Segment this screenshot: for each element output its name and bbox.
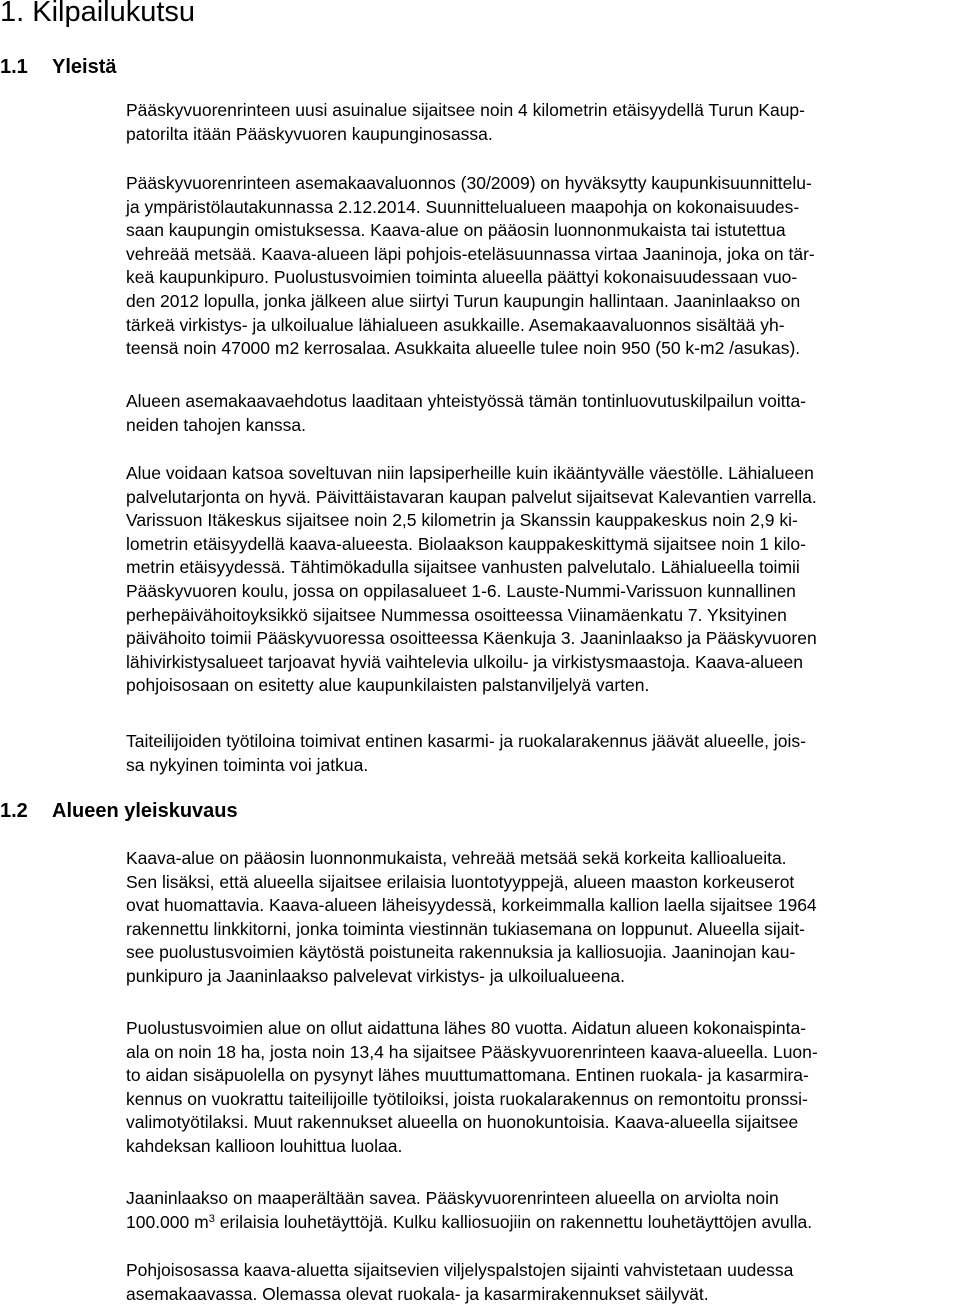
text-fragment: 100.000 m <box>126 1211 209 1232</box>
text-line: Puolustusvoimien alue on ollut aidattuna lähes 80 vuotta. Aidatun alueen kokonaispinta- <box>126 1018 807 1038</box>
section-heading-1-1 <box>0 55 116 79</box>
text-line: asemakaavassa. Olemassa olevat ruokala- ja kasarmirakennukset säilyvät. <box>126 1283 709 1304</box>
text-line: valimotyötilaksi. Muut rakennukset alueella on huonokuntoisia. Kaava-alueella sijaitsee <box>126 1112 799 1133</box>
paragraph-location <box>126 99 805 146</box>
text-line: Pääskyvuorenrinteen uusi asuinalue sijaitsee noin 4 kilometrin etäisyydellä Turun Kaup- <box>126 100 805 120</box>
text-line: kennus on vuokrattu taiteilijoille työtiloiksi, joista ruokalarakennus on remontoitu pronssi- <box>126 1088 808 1109</box>
paragraph-allotments <box>126 1259 793 1306</box>
text-fragment: erilaisia louhetäyttöjä. Kulku kalliosuojiin on rakennettu louhetäyttöjen avulla. <box>214 1211 813 1232</box>
section-title: Alueen yleiskuvaus <box>52 800 238 822</box>
text-line: patorilta itään Pääskyvuoren kaupunginosassa. <box>126 123 493 144</box>
text-line: päivähoito toimii Pääskyvuoressa osoitteessa Käenkuja 3. Jaaninlaakso ja Pääskyvuoren <box>126 628 817 649</box>
section-number: 1.2 <box>0 800 28 822</box>
text-line: lometrin etäisyydellä kaava-alueesta. Biolaakson kauppakeskittymä sijaitsee noin 1 kilo- <box>126 533 806 554</box>
text-line: den 2012 lopulla, jonka jälkeen alue siirtyi Turun kaupungin hallintaan. Jaaninlaakso on <box>126 290 801 311</box>
paragraph-services <box>126 462 817 698</box>
text-line: sa nykyinen toiminta voi jatkua. <box>126 754 369 775</box>
paragraph-defence-area <box>126 1017 818 1159</box>
text-line: rakennettu linkkitorni, jonka toiminta viestinnän tukiasemana on loppunut. Alueella sijait- <box>126 918 806 939</box>
text-line: Pääskyvuorenrinteen asemakaavaluonnos (30/2009) on hyväksytty kaupunkisuunnittelu- <box>126 173 812 193</box>
text-line: Alueen asemakaavaehdotus laaditaan yhteistyössä tämän tontinluovutuskilpailun voitta- <box>126 391 807 411</box>
text-line: ala on noin 18 ha, josta noin 13,4 ha sijaitsee Pääskyvuorenrinteen kaava-alueella. Luon- <box>126 1041 818 1062</box>
text-line: ja ympäristölautakunnassa 2.12.2014. Suunnittelualueen maapohja on kokonaisuudes- <box>126 196 800 217</box>
text-line: Kaava-alue on pääosin luonnonmukaista, vehreää metsää sekä korkeita kallioalueita. <box>126 848 787 868</box>
text-line: to aidan sisäpuolella on pysynyt lähes muuttumattomana. Entinen ruokala- ja kasarmira- <box>126 1065 809 1086</box>
paragraph-soil <box>126 1187 812 1234</box>
text-line: metrin etäisyydessä. Tähtimökadulla sijaitsee vanhusten palvelutalo. Lähialueella toimii <box>126 557 800 578</box>
text-line: Pohjoisosassa kaava-aluetta sijaitsevien viljelyspalstojen sijainti vahvistetaan uudessa <box>126 1260 794 1280</box>
text-line: lähivirkistysalueet tarjoavat hyviä vaihtelevia ulkoilu- ja virkistysmaastoja. Kaava-alueen <box>126 651 803 672</box>
text-line: perhepäivähoitoyksikkö sijaitsee Nummessa osoitteessa Viinamäenkatu 7. Yksityinen <box>126 604 787 625</box>
paragraph-artists <box>126 730 806 777</box>
paragraph-plan-draft <box>126 172 815 361</box>
superscript: 3 <box>208 1212 215 1225</box>
text-line: Varissuon Itäkeskus sijaitsee noin 2,5 kilometrin ja Skanssin kauppakeskus noin 2,9 ki- <box>126 510 798 531</box>
text-line: ovat huomattavia. Kaava-alueen läheisyydessä, korkeimmalla kallion laella sijaitsee 1964 <box>126 895 817 916</box>
paragraph-nature <box>126 847 817 989</box>
text-line: neiden tahojen kanssa. <box>126 414 306 435</box>
text-line: Sen lisäksi, että alueella sijaitsee erilaisia luontotyyppejä, alueen maaston korkeuserot <box>126 871 795 892</box>
text-line: teensä noin 47000 m2 kerrosalaa. Asukkaita alueelle tulee noin 950 (50 k-m2 /asukas). <box>126 338 801 359</box>
text-line: Jaaninlaakso on maaperältään savea. Pääskyvuorenrinteen alueella on arviolta noin <box>126 1188 779 1208</box>
text-line: palvelutarjonta on hyvä. Päivittäistavaran kaupan palvelut sijaitsevat Kalevantien varrella. <box>126 486 817 507</box>
text-line: punkipuro ja Jaaninlaakso palvelevat virkistys- ja ulkoilualueena. <box>126 965 626 986</box>
text-line: Taiteilijoiden työtiloina toimivat entinen kasarmi- ja ruokalarakennus jäävät alueelle, jois- <box>126 731 806 751</box>
text-line: pohjoisosaan on esitetty alue kaupunkilaisten palstanviljelyä varten. <box>126 675 650 696</box>
page-title: 1. Kilpailukutsu <box>0 0 196 28</box>
text-line: Pääskyvuoren koulu, jossa on oppilasalueet 1-6. Lauste-Nummi-Varissuon kunnallinen <box>126 580 796 601</box>
text-line: keä kaupunkipuro. Puolustusvoimien toiminta alueella päättyi kokonaisuudessaan vuo- <box>126 267 798 288</box>
text-line <box>126 1211 812 1235</box>
text-line: tärkeä virkistys- ja ulkoilualue lähialueen asukkaille. Asemakaavaluonnos sisältää yh- <box>126 314 785 335</box>
text-line: Alue voidaan katsoa soveltuvan niin lapsiperheille kuin ikääntyvälle väestölle. Lähialueen <box>126 463 814 483</box>
text-line: kahdeksan kallioon louhittua luolaa. <box>126 1135 403 1156</box>
text-line: vehreää metsää. Kaava-alueen läpi pohjois-eteläsuunnassa virtaa Jaaninoja, joka on tär- <box>126 243 815 264</box>
section-number: 1.1 <box>0 56 28 78</box>
section-title: Yleistä <box>52 56 117 78</box>
section-heading-1-2 <box>0 799 238 823</box>
paragraph-plan-proposal <box>126 390 806 437</box>
text-line: saan kaupungin omistuksessa. Kaava-alue on pääosin luonnonmukaista tai istutettua <box>126 220 786 241</box>
text-line: see puolustusvoimien käytöstä poistuneita rakennuksia ja kalliosuojia. Jaaninojan kau- <box>126 942 796 963</box>
